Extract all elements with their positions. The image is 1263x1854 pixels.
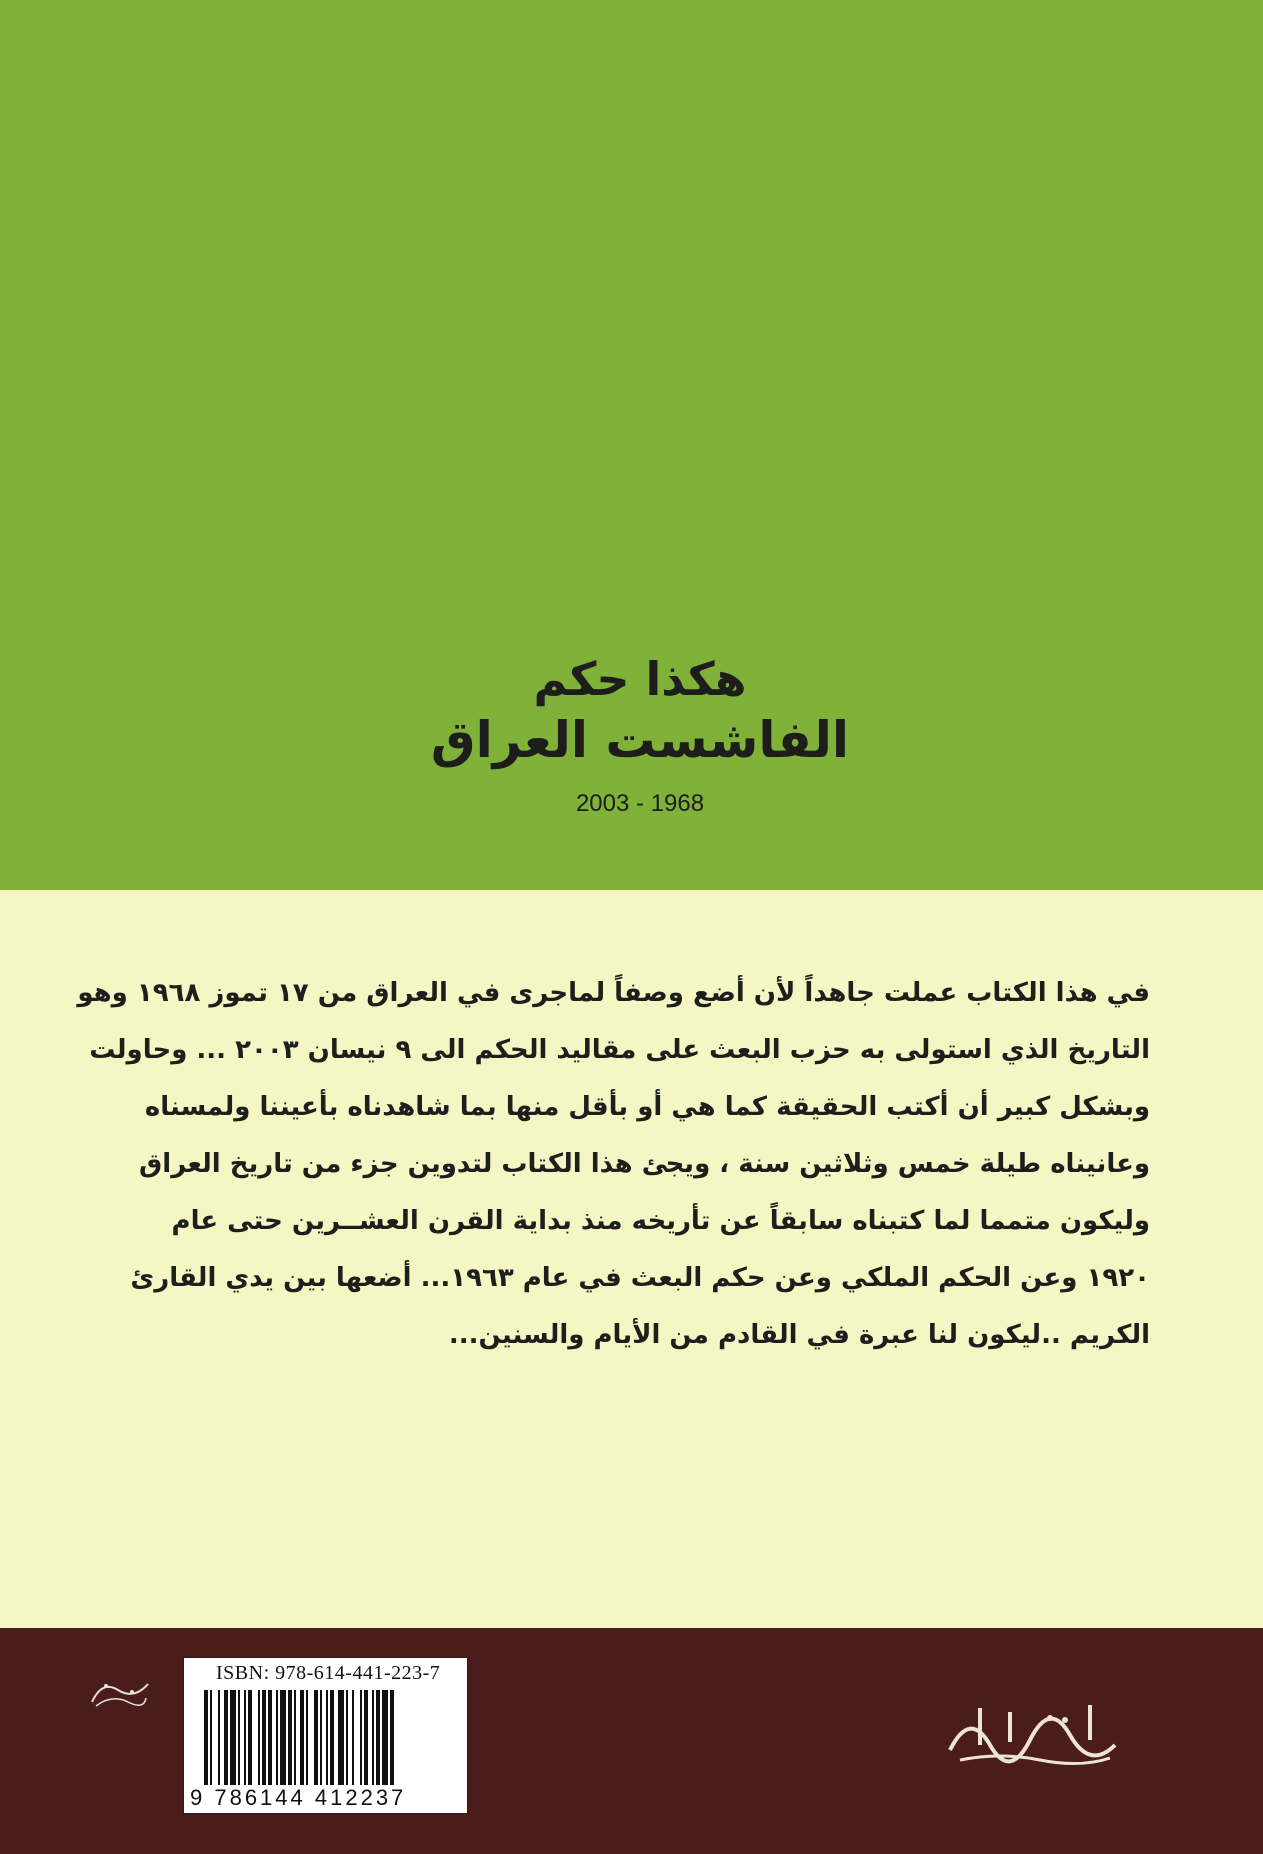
barcode-bar <box>268 1690 272 1785</box>
barcode-bar <box>238 1690 240 1785</box>
barcode-digits: 9 786144 412237 <box>190 1785 407 1810</box>
barcode-bar <box>346 1690 348 1785</box>
barcode-bar <box>210 1690 212 1785</box>
blurb-line: في هذا الكتاب عملت جاهداً لأن أضع وصفاً لماجرى في العراق من ١٧ تموز ١٩٦٨ وهو <box>77 978 1150 1008</box>
barcode-bar <box>218 1690 220 1785</box>
barcode-bar <box>300 1690 304 1785</box>
barcode-bar <box>382 1690 388 1785</box>
blurb-line: وليكون متمما لما كتبناه سابقاً عن تأريخه منذ بداية القرن العشــرين حتى عام <box>171 1206 1150 1236</box>
barcode-bar <box>244 1690 246 1785</box>
barcode-bar <box>320 1690 322 1785</box>
barcode-bar <box>314 1690 318 1785</box>
book-title-line2: الفاشست العراق <box>430 711 850 769</box>
blurb-line: وبشكل كبير أن أكتب الحقيقة كما هي أو بأقل منها بما شاهدناه بأعيننا ولمسناه <box>144 1092 1150 1122</box>
barcode-bar <box>360 1690 362 1785</box>
barcode-bars <box>204 1690 449 1785</box>
barcode-bar <box>306 1690 308 1785</box>
blurb-line: الكريم ..ليكون لنا عبرة في القادم من الأيام والسنين... <box>448 1320 1150 1350</box>
publisher-logo <box>940 1690 1125 1780</box>
barcode-bar <box>248 1690 252 1785</box>
barcode-bar <box>280 1690 286 1785</box>
barcode-bar <box>376 1690 380 1785</box>
barcode-bar <box>224 1690 228 1785</box>
isbn-barcode <box>183 1657 468 1814</box>
blurb-line: وعانيناه طيلة خمس وثلاثين سنة ، ويجئ هذا الكتاب لتدوين جزء من تاريخ العراق <box>139 1149 1150 1179</box>
barcode-bar <box>326 1690 328 1785</box>
barcode-bar <box>330 1690 334 1785</box>
barcode-bar <box>352 1690 354 1785</box>
barcode-bar <box>262 1690 266 1785</box>
calligraphy-seal-icon <box>88 1672 152 1712</box>
barcode-bar <box>372 1690 374 1785</box>
barcode-bar <box>338 1690 344 1785</box>
blurb-line: ١٩٢٠ وعن الحكم الملكي وعن حكم البعث في عام ١٩٦٣... أضعها بين يدي القارئ <box>130 1263 1150 1293</box>
barcode-bar <box>230 1690 236 1785</box>
barcode-bar <box>204 1690 208 1785</box>
barcode-bar <box>364 1690 368 1785</box>
blurb-line: التاريخ الذي استولى به حزب البعث على مقاليد الحكم الى ٩ نيسان ٢٠٠٣ ... وحاولت <box>89 1035 1150 1065</box>
book-title-line1: هكذا حكم <box>533 652 747 706</box>
blurb-text <box>77 965 1150 1364</box>
title-block <box>300 650 1000 818</box>
barcode-bar <box>390 1690 394 1785</box>
book-years: 2003 - 1968 <box>575 790 705 817</box>
barcode-bar <box>258 1690 260 1785</box>
isbn-label: ISBN: 978-614-441-223-7 <box>216 1662 441 1684</box>
cover-top-green <box>0 0 1263 890</box>
barcode-bar <box>276 1690 278 1785</box>
barcode-bar <box>288 1690 292 1785</box>
barcode-bar <box>294 1690 296 1785</box>
